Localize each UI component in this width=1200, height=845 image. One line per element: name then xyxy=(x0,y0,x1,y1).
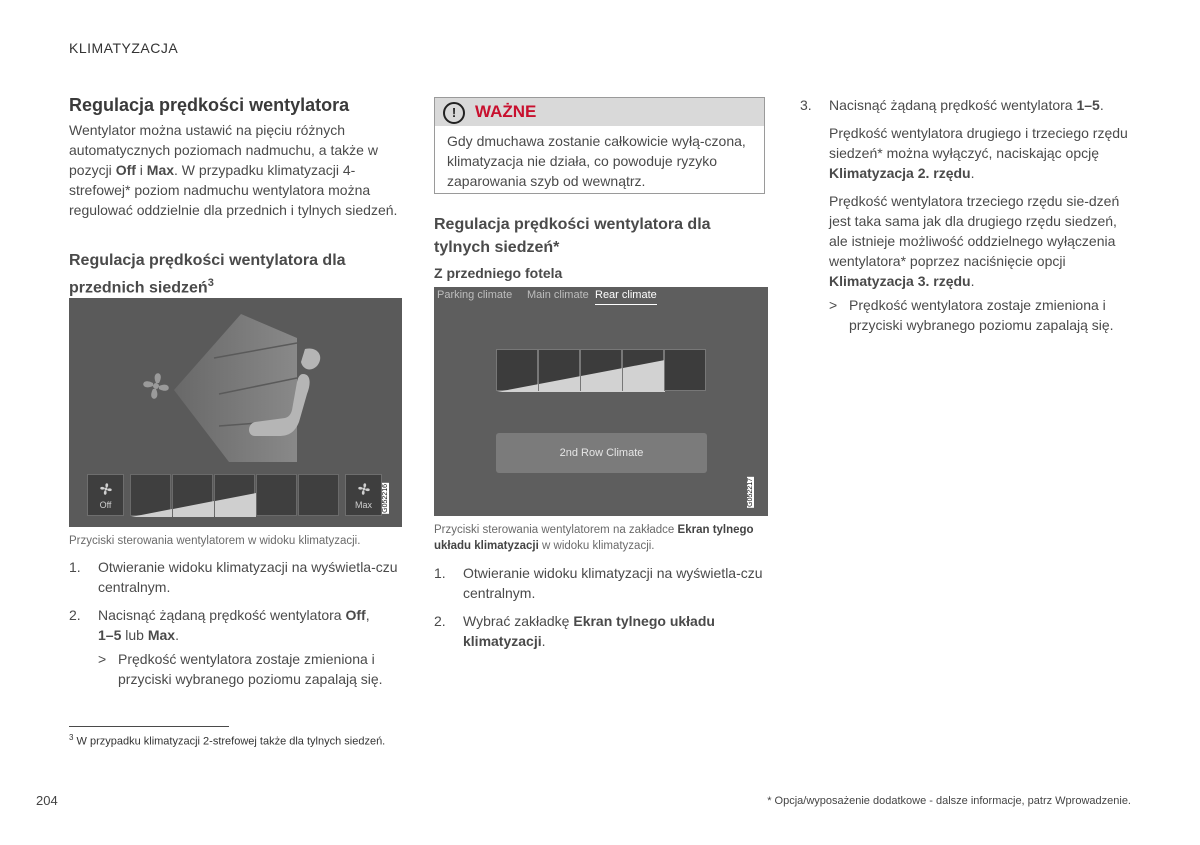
step-number: 1. xyxy=(69,559,81,575)
rear-climate-term: Ekran tylnego układu klimatyzacji xyxy=(463,613,715,649)
fan-off-button[interactable] xyxy=(87,474,124,516)
off-label: Off xyxy=(99,500,112,510)
intro-paragraph xyxy=(69,120,399,220)
footnote-ref: 3 xyxy=(207,277,214,289)
max-label: Max xyxy=(354,500,372,510)
climate-screen-rear xyxy=(434,287,768,516)
rear-fan-level-2[interactable] xyxy=(538,349,580,391)
period: . xyxy=(1099,97,1104,113)
step-text xyxy=(463,611,764,651)
intro-and: i xyxy=(135,162,147,178)
step-item xyxy=(434,611,764,651)
section-label: KLIMATYZACJA xyxy=(69,40,179,56)
period: . xyxy=(970,273,975,289)
period: . xyxy=(970,165,975,181)
fan-level-5[interactable] xyxy=(298,474,339,516)
front-seats-subtitle xyxy=(69,249,399,299)
step-number: 2. xyxy=(434,613,446,629)
result-text: Prędkość wentylatora zostaje zmieniona i przyciski wybranego poziomu zapalają się. xyxy=(118,651,383,687)
warning-title: WAŻNE xyxy=(475,102,537,121)
result-arrow: > xyxy=(829,297,838,313)
fan-level-4[interactable] xyxy=(256,474,297,516)
levels-term: 1–5 xyxy=(98,627,122,643)
fan-level-1[interactable] xyxy=(130,474,171,516)
warning-text: Gdy dmuchawa zostanie całkowicie wyłą-czona, klimatyzacja nie działa, co powoduje ryzyko zaparowania szyb od wewnątrz. xyxy=(447,133,746,189)
step-text: Otwieranie widoku klimatyzacji na wyświetla-czu centralnym. xyxy=(463,565,763,601)
step-number: 1. xyxy=(434,565,446,581)
second-row-climate-button[interactable]: 2nd Row Climate xyxy=(496,433,707,473)
fan-icon xyxy=(136,366,176,406)
paragraph-text: Prędkość wentylatora drugiego i trzeciego rzędu siedzeń* można wyłączyć, naciskając opcję xyxy=(829,125,1128,161)
step-item xyxy=(434,563,764,603)
rear-fan-level-4[interactable] xyxy=(622,349,664,391)
caption-text: Przyciski sterowania wentylatorem na zakładce xyxy=(434,524,678,536)
fan-max-button[interactable] xyxy=(345,474,382,516)
third-row-term: Klimatyzacja 3. rzędu xyxy=(829,273,971,289)
footnote xyxy=(69,733,385,748)
levels-term: 1–5 xyxy=(1076,97,1100,113)
result-item xyxy=(69,649,399,689)
warning-box xyxy=(434,97,765,194)
step-text-part: Nacisnąć żądaną prędkość wentylatora xyxy=(98,607,346,623)
result-arrow: > xyxy=(98,651,107,667)
result-text: Prędkość wentylatora zostaje zmieniona i przyciski wybranego poziomu zapalają się. xyxy=(849,297,1114,333)
footnote-rule xyxy=(69,726,229,727)
rear-fan-level-5[interactable] xyxy=(664,349,706,391)
intro-text-2: . W przypadku klimatyzacji 4-strefowej* poziom nadmuchu wentylatora można regulować oddzielnie dla przednich i tylnych siedzeń. xyxy=(69,162,398,218)
footnote-number: 3 xyxy=(69,733,74,742)
option-note: * Opcja/wyposażenie dodatkowe - dalsze informacje, patrz Wprowadzenie. xyxy=(767,795,1131,807)
separator: , xyxy=(365,607,370,623)
steps-list xyxy=(800,95,1135,335)
option-mark: * xyxy=(553,239,560,256)
step-text-part: Wybrać zakładkę xyxy=(463,613,574,629)
second-row-term: Klimatyzacja 2. rzędu xyxy=(829,165,971,181)
step-text xyxy=(829,95,1135,115)
rear-seats-subtitle-text: Regulacja prędkości wentylatora dla tylnych siedzeń xyxy=(434,216,711,256)
fan-level-2[interactable] xyxy=(172,474,213,516)
max-term: Max xyxy=(146,162,175,178)
figure-code: G052216 xyxy=(382,484,389,513)
step-number: 3. xyxy=(800,97,812,113)
page-number: 204 xyxy=(36,793,58,808)
result-item xyxy=(800,295,1135,335)
separator: lub xyxy=(121,627,148,643)
fan-icon-small xyxy=(97,480,115,498)
intro-text: Wentylator można ustawić na pięciu różnych automatycznych poziomach nadmuchu, a także w pozycji xyxy=(69,122,378,178)
step-number: 2. xyxy=(69,607,81,623)
off-term: Off xyxy=(115,162,136,178)
step-item xyxy=(69,605,399,645)
exclamation-icon: ! xyxy=(443,102,465,124)
seat-icon xyxy=(245,344,325,454)
footnote-text: W przypadku klimatyzacji 2-strefowej także dla tylnych siedzeń. xyxy=(73,735,386,748)
step-item xyxy=(800,95,1135,115)
figure-code: G052217 xyxy=(747,478,754,507)
step-text xyxy=(98,605,399,645)
section-title: Regulacja prędkości wentylatora xyxy=(69,95,350,115)
rear-fan-level-3[interactable] xyxy=(580,349,622,391)
step-item xyxy=(69,557,399,597)
tab-rear-climate[interactable]: Rear climate xyxy=(595,289,657,305)
caption-term: Ekran tylnego układu klimatyzacji xyxy=(434,524,754,552)
step-text: Otwieranie widoku klimatyzacji na wyświetla-czu centralnym. xyxy=(98,559,398,595)
steps-list xyxy=(69,557,399,689)
tab-parking-climate[interactable]: Parking climate xyxy=(437,289,513,301)
period: . xyxy=(541,633,546,649)
figure-caption: Przyciski sterowania wentylatorem w widoku klimatyzacji. xyxy=(69,535,361,547)
max-term: Max xyxy=(147,627,176,643)
fan-level-3[interactable] xyxy=(214,474,255,516)
figure-caption xyxy=(434,522,769,554)
warning-header xyxy=(435,98,764,126)
period: . xyxy=(175,627,179,643)
tab-main-climate[interactable]: Main climate xyxy=(527,289,589,301)
info-paragraph xyxy=(829,191,1135,291)
steps-list xyxy=(434,563,764,651)
info-paragraph xyxy=(829,123,1135,183)
front-seats-subtitle-text: Regulacja prędkości wentylatora dla przednich siedzeń xyxy=(69,252,346,297)
off-term: Off xyxy=(345,607,366,623)
paragraph-text: Prędkość wentylatora trzeciego rzędu sie-dzeń jest taka sama jak dla drugiego rzędu siedzeń, ale istnieje możliwość oddzielnego wyłączenia wentylatora* poprzez naciśnięcie opcji xyxy=(829,193,1120,269)
fan-icon-max xyxy=(355,480,373,498)
step-text-part: Nacisnąć żądaną prędkość wentylatora xyxy=(829,97,1077,113)
caption-text: w widoku klimatyzacji. xyxy=(538,540,655,552)
rear-seats-subtitle xyxy=(434,213,764,259)
front-seat-heading: Z przedniego fotela xyxy=(434,265,563,281)
rear-fan-level-1[interactable] xyxy=(496,349,538,391)
climate-screen-front xyxy=(69,298,402,527)
